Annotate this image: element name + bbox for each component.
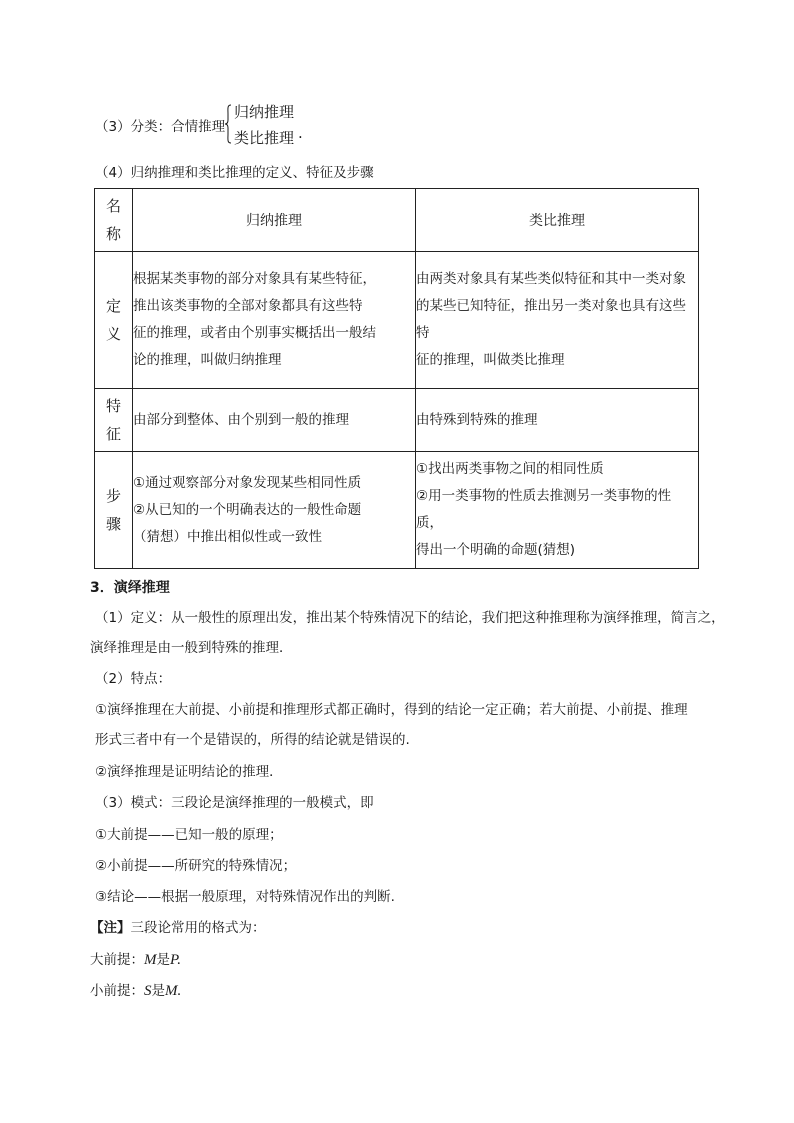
section-title: 3．演绎推理 [90, 580, 170, 596]
classification-prefix: （3）分类：合情推理 [95, 119, 226, 135]
feature-title: （2）特点： [95, 671, 172, 687]
header-inductive: 归纳推理 [133, 189, 416, 252]
row-name-feature: 特 征 [95, 389, 133, 452]
major-label: 大前提： [90, 952, 144, 968]
classification-option-analogical: 类比推理 [234, 129, 295, 147]
mode-minor-premise: ②小前提——所研究的特殊情况； [95, 858, 297, 874]
feature-inductive: 由部分到整体、由个别到一般的推理 [133, 389, 416, 452]
feature-1-line-2: 形式三者中有一个是错误的，所得的结论就是错误的. [95, 732, 410, 748]
header-analogical: 类比推理 [416, 189, 699, 252]
mode-title: （3）模式：三段论是演绎推理的一般模式，即 [95, 795, 374, 811]
classification-trailing: . [298, 124, 303, 142]
feature-2: ②演绎推理是证明结论的推理． [95, 764, 283, 780]
feature-1-line-1: ①演绎推理在大前提、小前提和推理形式都正确时，得到的结论一定正确；若大前提、小前提、推理 [95, 702, 688, 718]
minor-premise-format [90, 981, 181, 1001]
steps-inductive: ①通过观察部分对象发现某些相同性质 ②从已知的一个明确表达的一般性命题 （猜想）中推出相似性或一致性 [133, 452, 416, 569]
classification-option-inductive: 归纳推理 [234, 103, 295, 121]
definition-line-2: 演绎推理是由一般到特殊的推理． [90, 640, 293, 656]
row-name-definition: 定 义 [95, 252, 133, 389]
minor-object: M. [165, 983, 182, 999]
definition-line-1: （1）定义：从一般性的原理出发，推出某个特殊情况下的结论，我们把这种推理称为演绎推理，简言之， [95, 610, 725, 626]
mode-conclusion: ③结论——根据一般原理，对特殊情况作出的判断. [95, 889, 395, 905]
table-row-steps [95, 452, 699, 569]
minor-label: 小前提： [90, 983, 144, 999]
minor-subject: S [144, 983, 152, 999]
minor-is: 是 [151, 983, 165, 999]
definition-analogical: 由两类对象具有某些类似特征和其中一类对象 的某些已知特征，推出另一类对象也具有这些特 征的推理，叫做类比推理 [416, 252, 699, 389]
brace-icon [224, 104, 232, 144]
major-subject: M [144, 952, 157, 968]
steps-analogical: ①找出两类事物之间的相同性质 ②用一类事物的性质去推测另一类事物的性质， 得出一个明确的命题(猜想) [416, 452, 699, 569]
comparison-table [94, 188, 699, 569]
note-line [90, 918, 266, 938]
mode-major-premise: ①大前提——已知一般的原理； [95, 827, 283, 843]
row-name-steps: 步 骤 [95, 452, 133, 569]
definition-inductive: 根据某类事物的部分对象具有某些特征， 推出该类事物的全部对象都具有这些特 征的推理，或者由个别事实概括出一般结 论的推理，叫做归纳推理 [133, 252, 416, 389]
table-row-definition [95, 252, 699, 389]
note-tag: 【注】 [90, 920, 131, 936]
major-object: P. [170, 952, 181, 968]
table-row-feature [95, 389, 699, 452]
major-is: 是 [156, 952, 170, 968]
major-premise-format [90, 950, 181, 970]
table-caption: （4）归纳推理和类比推理的定义、特征及步骤 [95, 165, 374, 181]
note-text: 三段论常用的格式为： [130, 920, 266, 936]
table-header-row [95, 189, 699, 252]
header-name-cell: 名 称 [95, 189, 133, 252]
feature-analogical: 由特殊到特殊的推理 [416, 389, 699, 452]
